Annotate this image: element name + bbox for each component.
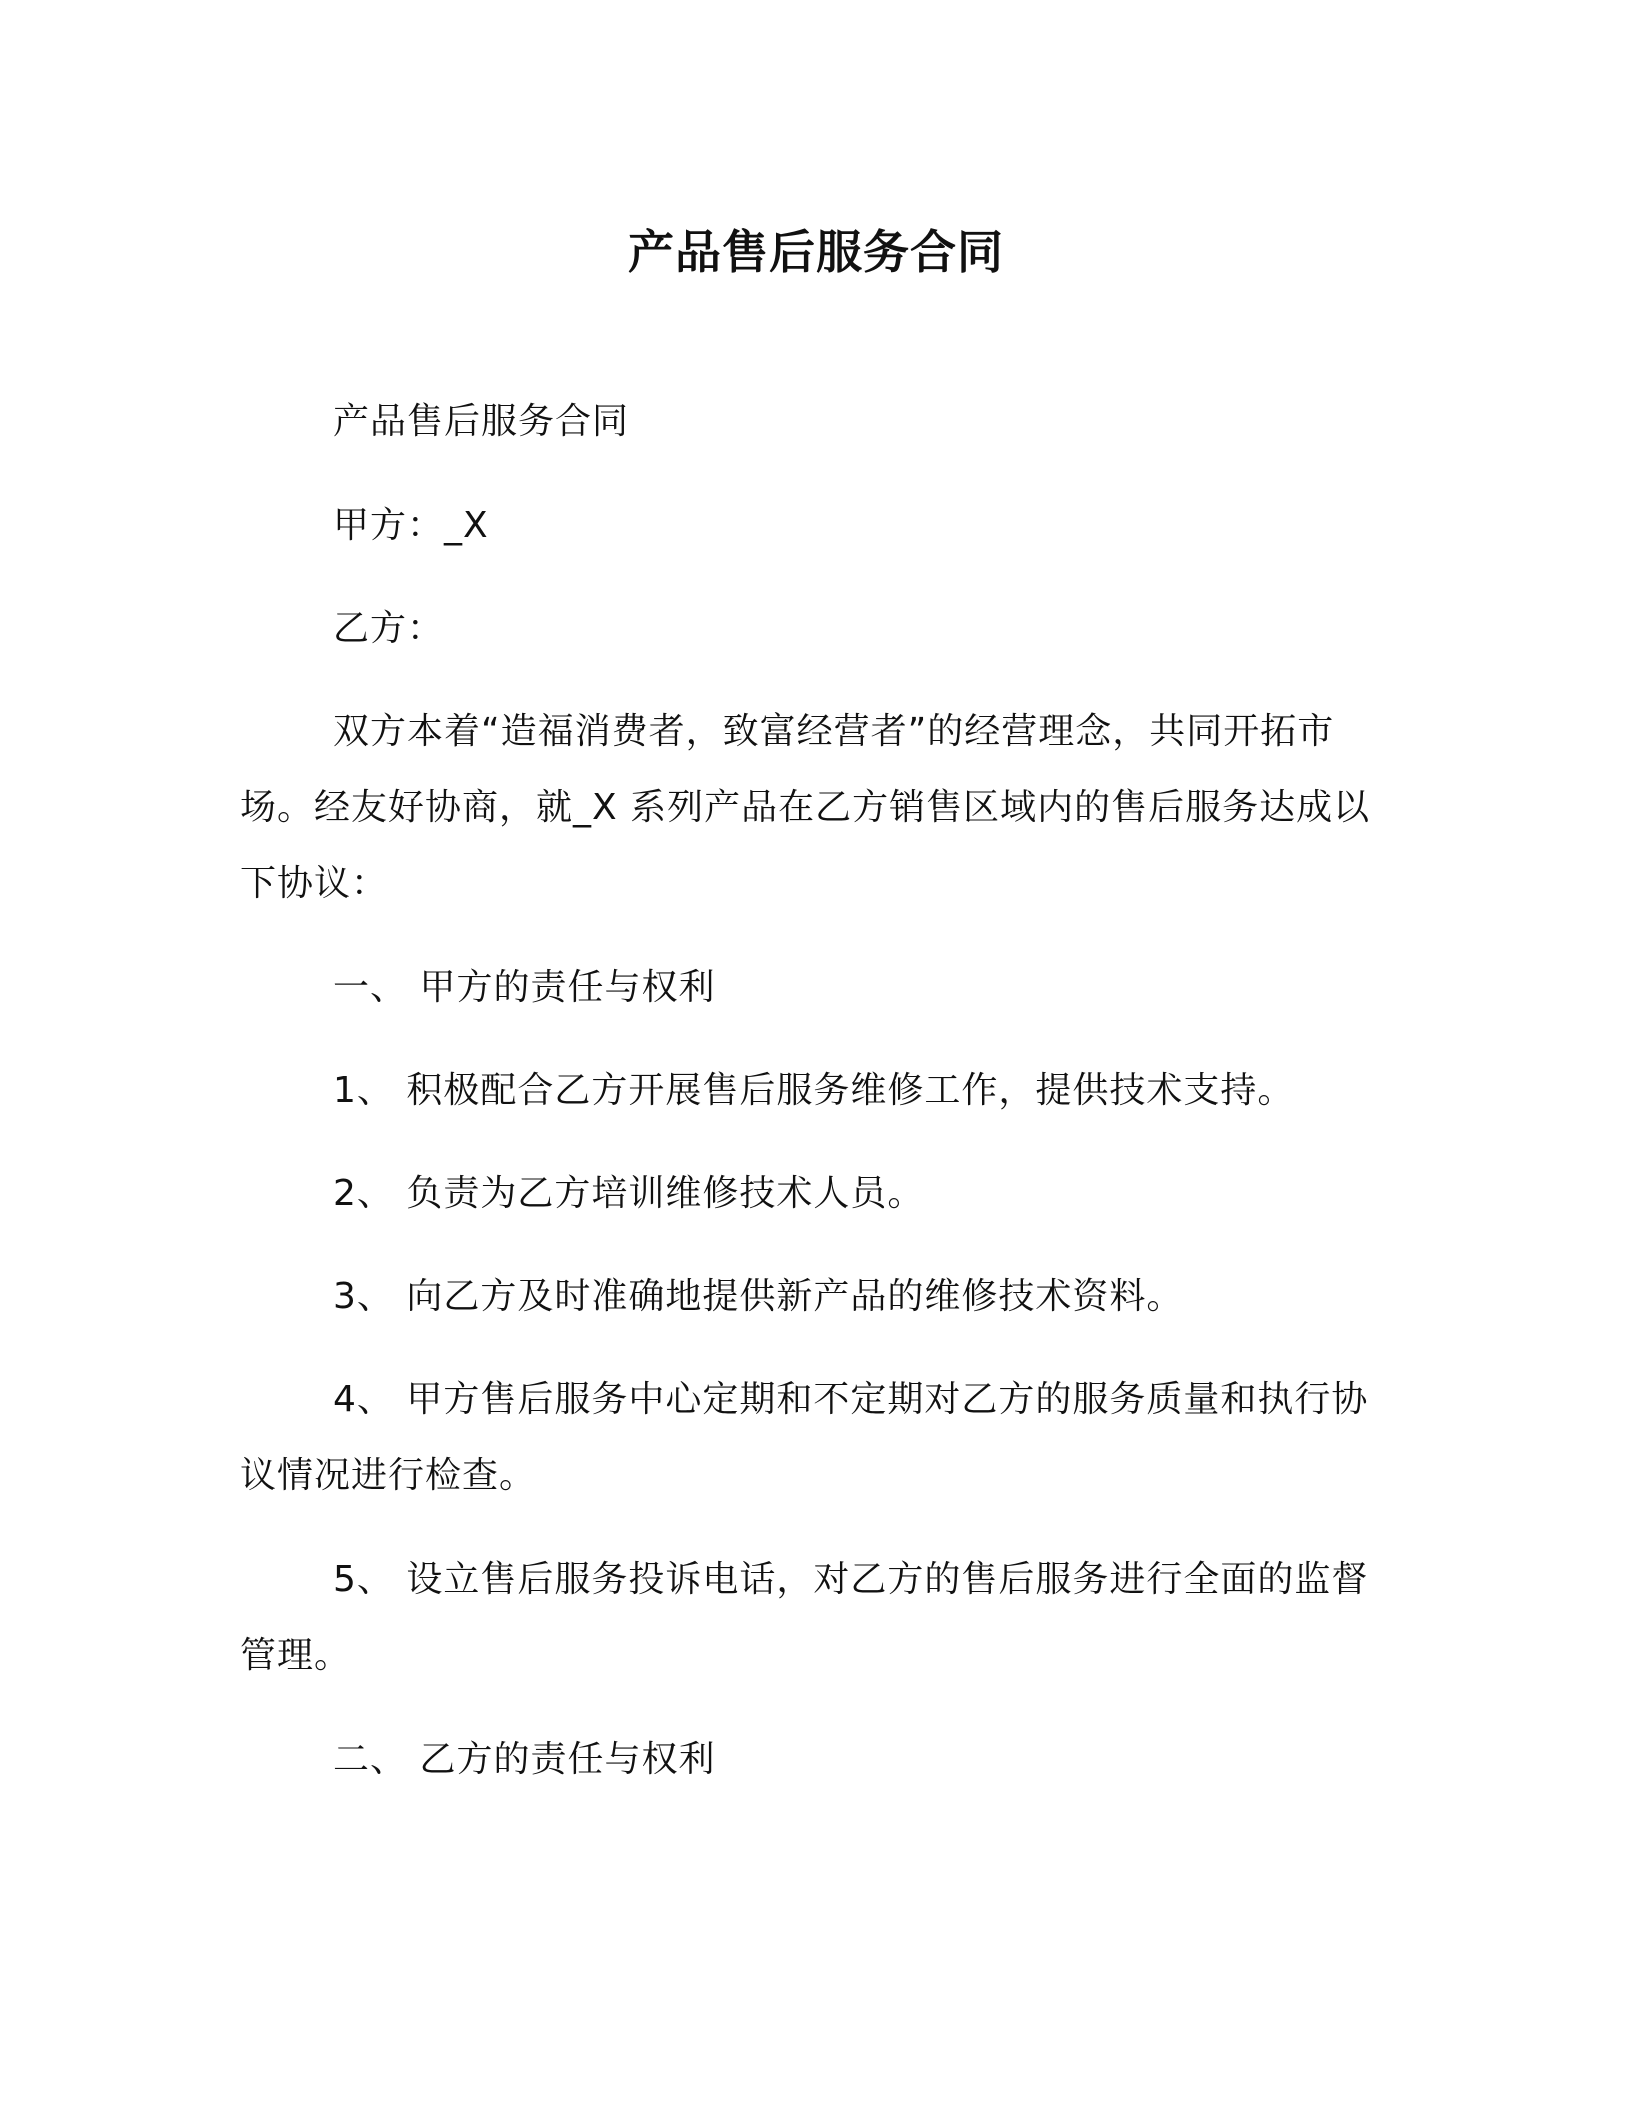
- section-2-heading: 二、 乙方的责任与权利: [333, 1739, 716, 1780]
- section-1-heading: 一、 甲方的责任与权利: [333, 967, 716, 1008]
- document-subtitle: 产品售后服务合同: [333, 401, 630, 442]
- party-b-line: 乙方：: [333, 608, 445, 649]
- section-1-item-1: 1、 积极配合乙方开展售后服务维修工作，提供技术支持。: [333, 1070, 1295, 1111]
- section-1-item-2: 2、 负责为乙方培训维修技术人员。: [333, 1173, 925, 1214]
- intro-paragraph-line-3: 下协议：: [240, 863, 389, 904]
- document-title: 产品售后服务合同: [628, 225, 1004, 279]
- intro-paragraph-line-1: 双方本着“造福消费者，致富经营者”的经营理念，共同开拓市: [333, 711, 1335, 752]
- section-1-item-4-line-2: 议情况进行检查。: [240, 1455, 537, 1496]
- section-1-item-5-line-2: 管理。: [240, 1635, 352, 1676]
- party-a-line: 甲方：_X: [333, 505, 489, 546]
- intro-paragraph-line-2: 场。经友好协商，就_X 系列产品在乙方销售区域内的售后服务达成以: [240, 787, 1371, 828]
- section-1-item-3: 3、 向乙方及时准确地提供新产品的维修技术资料。: [333, 1276, 1184, 1317]
- section-1-item-5-line-1: 5、 设立售后服务投诉电话，对乙方的售后服务进行全面的监督: [333, 1559, 1369, 1600]
- section-1-item-4-line-1: 4、 甲方售后服务中心定期和不定期对乙方的服务质量和执行协: [333, 1379, 1369, 1420]
